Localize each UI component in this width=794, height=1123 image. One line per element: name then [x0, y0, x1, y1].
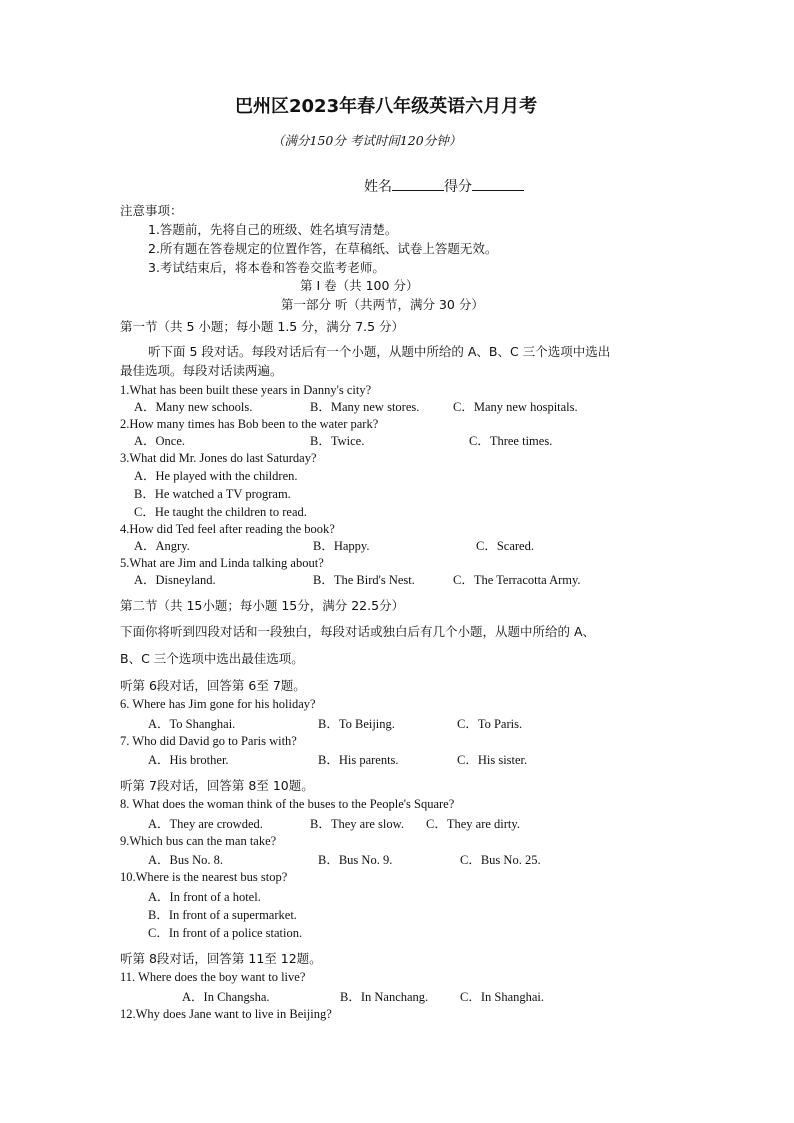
notes-heading: 注意事项：	[120, 203, 183, 218]
option-c: C．Scared.	[476, 539, 534, 553]
option-b: B．In Nanchang.	[340, 990, 429, 1004]
option-a: A．Bus No. 8.	[148, 853, 224, 867]
option-c: C．His sister.	[457, 753, 528, 767]
dialogue-heading: 听第 6段对话，回答第 6至 7题。	[120, 678, 306, 693]
question-text: 2.How many times has Bob been to the water park?	[120, 417, 379, 431]
option-a: A．In Changsha.	[182, 990, 270, 1004]
option-a: A．Disneyland.	[134, 573, 216, 587]
option-b: B．In front of a supermarket.	[148, 908, 297, 922]
option-b: B．Happy.	[313, 539, 370, 553]
page-subtitle: （满分150分 考试时间120分钟）	[272, 133, 462, 148]
question-text: 3.What did Mr. Jones do last Saturday?	[120, 451, 317, 465]
option-c: C．To Paris.	[457, 717, 523, 731]
option-a: A．Angry.	[134, 539, 190, 553]
question-text: 12.Why does Jane want to live in Beijing?	[120, 1007, 332, 1021]
option-c: C．Three times.	[469, 434, 553, 448]
option-b: B．They are slow.	[310, 817, 404, 831]
option-b: B．He watched a TV program.	[134, 487, 291, 501]
question-text: 5.What are Jim and Linda talking about?	[120, 556, 324, 570]
name-blank[interactable]	[392, 178, 444, 191]
notes-item: 3.考试结束后，将本卷和答卷交监考老师。	[148, 260, 385, 275]
dialogue-heading: 听第 7段对话，回答第 8至 10题。	[120, 778, 314, 793]
option-a: A．To Shanghai.	[148, 717, 236, 731]
question-text: 9.Which bus can the man take?	[120, 834, 277, 848]
name-label: 姓名	[364, 179, 392, 195]
name-score-line	[364, 178, 524, 195]
section1-title: 第一节（共 5 小题；每小题 1.5 分，满分 7.5 分）	[120, 319, 405, 334]
question-text: 11. Where does the boy want to live?	[120, 970, 306, 984]
score-blank[interactable]	[472, 178, 524, 191]
option-c: C．Bus No. 25.	[460, 853, 541, 867]
option-c: C．In Shanghai.	[460, 990, 545, 1004]
option-a: A．They are crowded.	[148, 817, 263, 831]
section2-instruction: 下面你将听到四段对话和一段独白，每段对话或独白后有几个小题，从题中所给的 A、	[120, 624, 596, 639]
part-title: 第一部分 听（共两节，满分 30 分）	[281, 297, 484, 312]
notes-item: 2.所有题在答卷规定的位置作答，在草稿纸、试卷上答题无效。	[148, 241, 498, 256]
option-c: C．In front of a police station.	[148, 926, 303, 940]
option-a: A．He played with the children.	[134, 469, 298, 483]
question-text: 1.What has been built these years in Danny's city?	[120, 383, 372, 397]
option-c: C．They are dirty.	[426, 817, 520, 831]
option-a: A．In front of a hotel.	[148, 890, 261, 904]
page-title: 巴州区2023年春八年级英语六月月考	[235, 96, 538, 117]
option-b: B．The Bird's Nest.	[313, 573, 415, 587]
option-c: C．Many new hospitals.	[453, 400, 578, 414]
option-b: B．His parents.	[318, 753, 399, 767]
question-text: 6. Where has Jim gone for his holiday?	[120, 697, 316, 711]
question-text: 8. What does the woman think of the buses to the People's Square?	[120, 797, 455, 811]
option-a: A．His brother.	[148, 753, 229, 767]
section2-title: 第二节（共 15小题；每小题 15分，满分 22.5分）	[120, 598, 405, 613]
option-a: A．Once.	[134, 434, 186, 448]
option-b: B．Twice.	[310, 434, 365, 448]
section1-instruction: 最佳选项。每段对话读两遍。	[120, 363, 283, 378]
option-a: A．Many new schools.	[134, 400, 253, 414]
section1-instruction: 听下面 5 段对话。每段对话后有一个小题，从题中所给的 A、B、C 三个选项中选出	[148, 344, 611, 359]
question-text: 4.How did Ted feel after reading the book?	[120, 522, 335, 536]
notes-item: 1.答题前，先将自己的班级、姓名填写清楚。	[148, 222, 398, 237]
dialogue-heading: 听第 8段对话，回答第 11至 12题。	[120, 951, 322, 966]
volume-title: 第 I 卷（共 100 分）	[300, 278, 419, 293]
question-text: 7. Who did David go to Paris with?	[120, 734, 297, 748]
option-b: B．Bus No. 9.	[318, 853, 393, 867]
option-b: B．To Beijing.	[318, 717, 395, 731]
option-c: C．He taught the children to read.	[134, 505, 307, 519]
option-c: C．The Terracotta Army.	[453, 573, 581, 587]
question-text: 10.Where is the nearest bus stop?	[120, 870, 288, 884]
section2-instruction: B、C 三个选项中选出最佳选项。	[120, 651, 304, 666]
score-label: 得分	[444, 179, 472, 195]
option-b: B．Many new stores.	[310, 400, 420, 414]
